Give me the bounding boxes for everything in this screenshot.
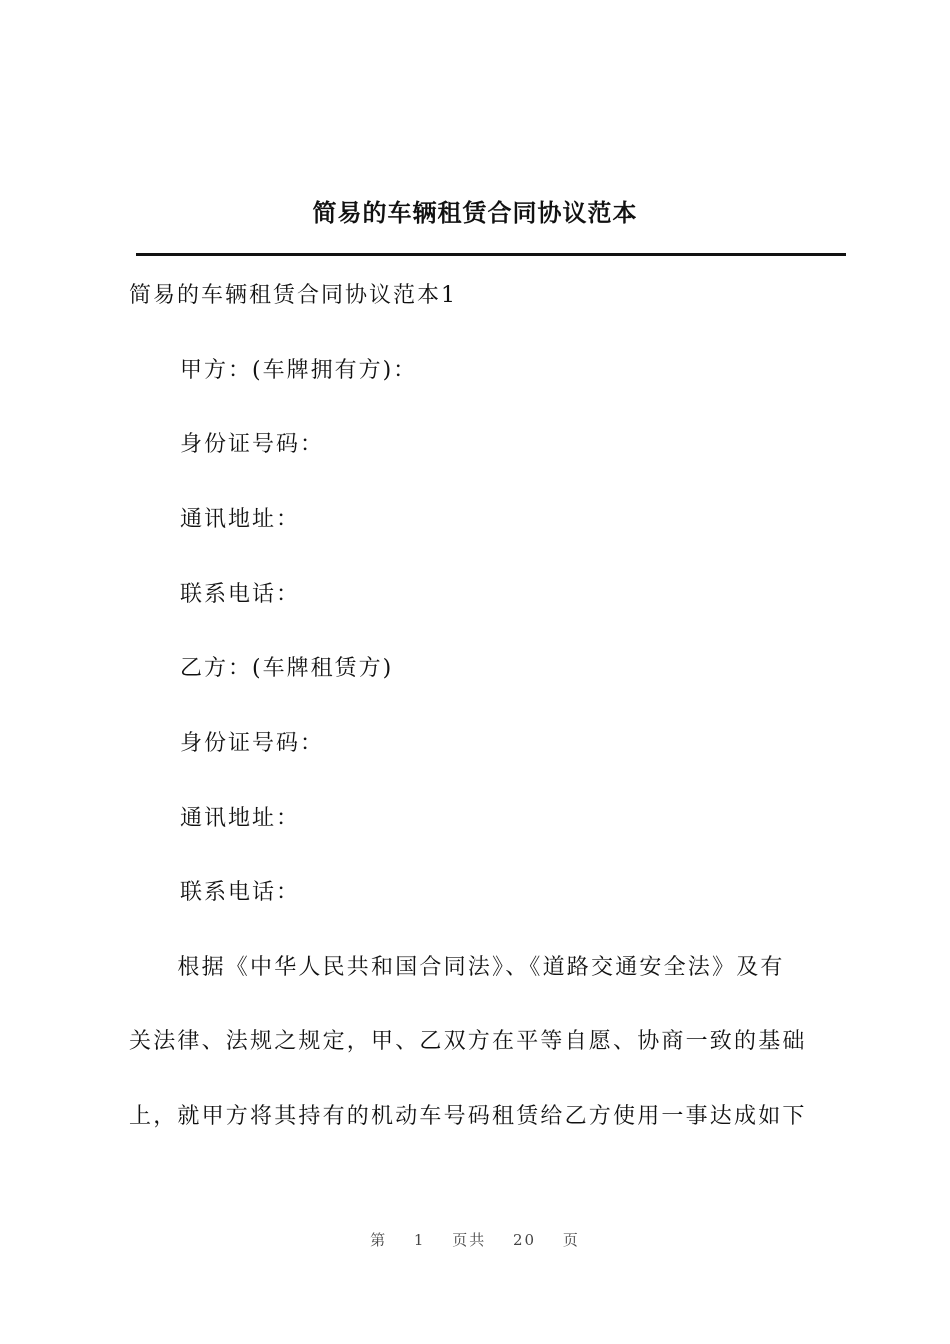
footer-middle: 页共 xyxy=(452,1231,487,1249)
title-divider xyxy=(136,253,846,256)
party-b-address: 通讯地址： xyxy=(180,806,301,831)
party-a-id-number: 身份证号码： xyxy=(180,432,325,457)
party-a-phone: 联系电话： xyxy=(180,582,301,607)
party-b-phone: 联系电话： xyxy=(180,880,301,905)
party-b-label: 乙方：(车牌租赁方) xyxy=(180,656,394,681)
document-title: 简易的车辆租赁合同协议范本 xyxy=(312,198,638,227)
body-paragraph-line: 上，就甲方将其持有的机动车号码租赁给乙方使用一事达成如下 xyxy=(129,1104,807,1129)
footer-total-pages: 20 xyxy=(513,1231,537,1249)
footer-prefix: 第 xyxy=(370,1231,388,1249)
party-a-address: 通讯地址： xyxy=(180,507,301,532)
party-b-id-number: 身份证号码： xyxy=(180,731,325,756)
footer-suffix: 页 xyxy=(562,1231,580,1249)
footer-page-number: 1 xyxy=(413,1231,426,1249)
page-footer xyxy=(0,1229,950,1250)
body-paragraph-line: 根据《中华人民共和国合同法》、《道路交通安全法》及有 xyxy=(129,955,785,980)
party-a-label: 甲方：(车牌拥有方)： xyxy=(180,358,418,383)
body-paragraph-line: 关法律、法规之规定，甲、乙双方在平等自愿、协商一致的基础 xyxy=(129,1029,807,1054)
section-heading: 简易的车辆租赁合同协议范本1 xyxy=(129,283,457,308)
